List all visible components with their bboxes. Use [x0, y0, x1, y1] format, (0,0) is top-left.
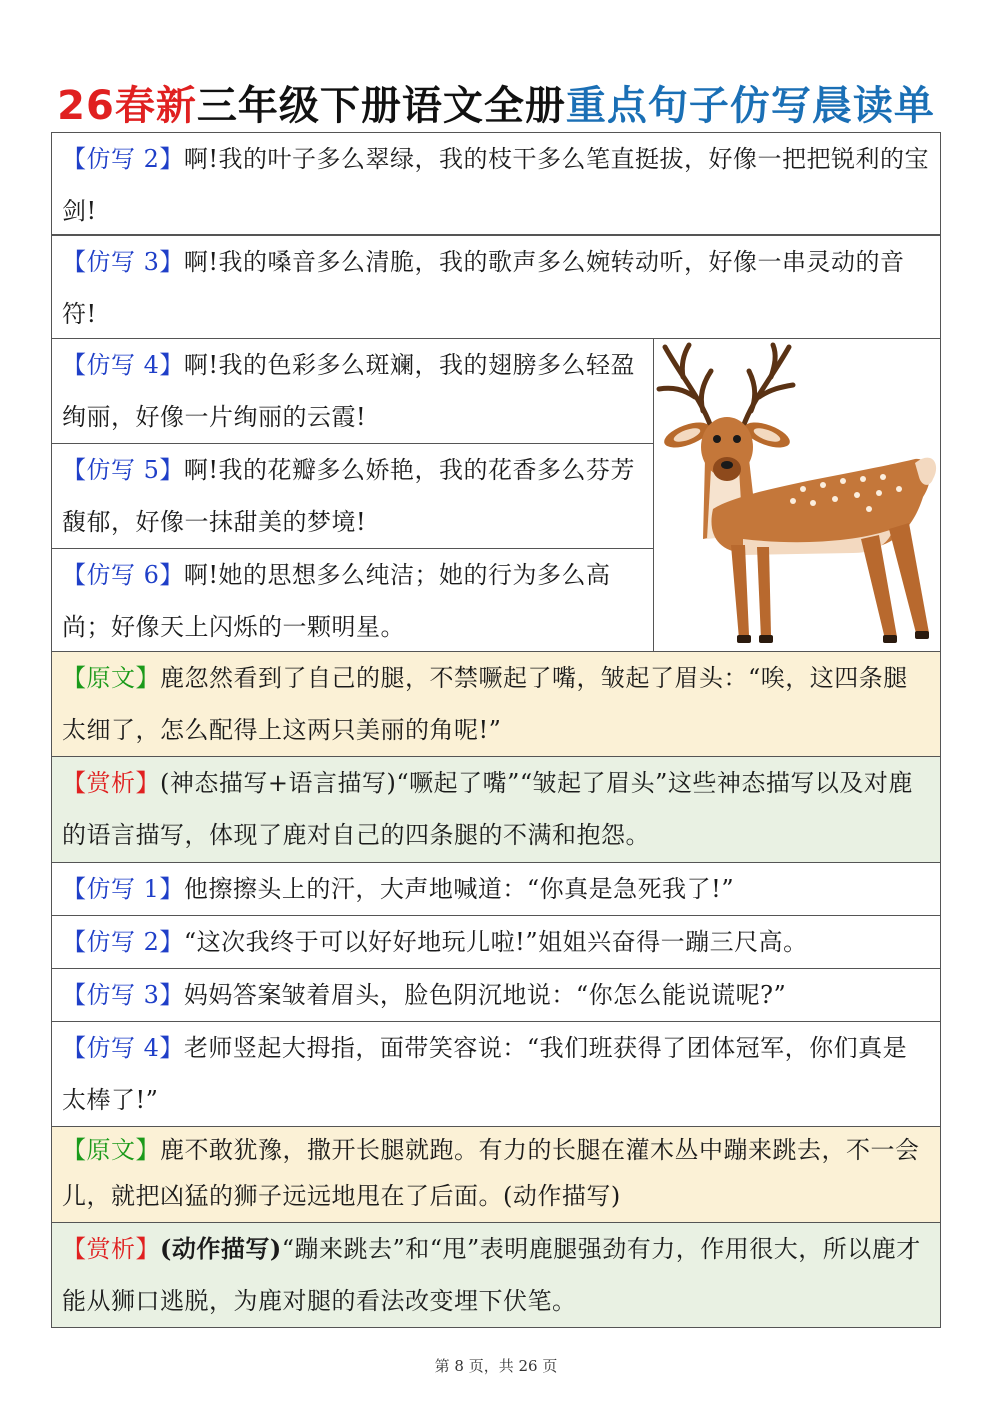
practice-row [51, 443, 654, 549]
row-tag: 【赏析】 [62, 769, 160, 797]
practice-row [51, 548, 654, 652]
row-tag: 【仿写 2】 [62, 145, 184, 173]
row-tag: 【赏析】 [62, 1235, 160, 1263]
row-text: 老师竖起大拇指，面带笑容说：“我们班获得了团体冠军，你们真是太棒了!” [62, 1034, 908, 1114]
deer-illustration [653, 338, 941, 652]
row-text: 啊!我的花瓣多么娇艳，我的花香多么芬芳馥郁，好像一抹甜美的梦境! [62, 456, 636, 536]
original-text-row [51, 1126, 941, 1223]
row-text: 啊!我的叶子多么翠绿，我的枝干多么笔直挺拔，好像一把把锐利的宝剑! [62, 145, 930, 225]
row-tag: 【仿写 4】 [62, 351, 184, 379]
row-tag: 【原文】 [62, 664, 160, 692]
row-text: 鹿不敢犹豫，撒开长腿就跑。有力的长腿在灌木丛中蹦来跳去，不一会儿，就把凶猛的狮子远远地甩在了后面。(动作描写) [62, 1136, 920, 1210]
row-tag: 【原文】 [62, 1136, 160, 1164]
practice-row [51, 132, 941, 235]
title-part-3: 重点句子仿写晨读单 [565, 83, 935, 129]
row-tag: 【仿写 3】 [62, 248, 184, 276]
page-title [0, 78, 992, 134]
row-text: 妈妈答案皱着眉头，脸色阴沉地说：“你怎么能说谎呢?” [183, 981, 787, 1009]
row-tag: 【仿写 4】 [62, 1034, 184, 1062]
original-text-row [51, 651, 941, 757]
row-tag: 【仿写 2】 [62, 928, 184, 956]
row-text: 啊!她的思想多么纯洁；她的行为多么高尚；好像天上闪烁的一颗明星。 [62, 561, 611, 641]
row-text: 他擦擦头上的汗，大声地喊道：“你真是急死我了!” [183, 875, 735, 903]
practice-row [51, 915, 941, 969]
row-text: 鹿忽然看到了自己的腿，不禁噘起了嘴，皱起了眉头：“唉，这四条腿太细了，怎么配得上这两只美丽的角呢!” [62, 664, 908, 744]
row-tag: 【仿写 3】 [62, 981, 184, 1009]
row-text: “蹦来跳去”和“甩”表明鹿腿强劲有力，作用很大，所以鹿才能从狮口逃脱，为鹿对腿的看法改变埋下伏笔。 [62, 1235, 921, 1315]
deer-icon [653, 339, 939, 651]
practice-row [51, 862, 941, 916]
row-tag: 【仿写 1】 [62, 875, 184, 903]
row-tag: 【仿写 6】 [62, 561, 184, 589]
row-prefix: (动作描写) [160, 1234, 282, 1263]
practice-row [51, 968, 941, 1022]
practice-row [51, 1021, 941, 1127]
row-tag: 【仿写 5】 [62, 456, 184, 484]
practice-row [51, 235, 941, 339]
row-text: 啊!我的色彩多么斑斓，我的翅膀多么轻盈绚丽，好像一片绚丽的云霞! [62, 351, 636, 431]
row-text: 啊!我的嗓音多么清脆，我的歌声多么婉转动听，好像一串灵动的音符! [62, 248, 905, 328]
row-text: (神态描写+语言描写)“噘起了嘴”“皱起了眉头”这些神态描写以及对鹿的语言描写，体现了鹿对自己的四条腿的不满和抱怨。 [62, 769, 913, 849]
title-part-2: 三年级下册语文全册 [196, 83, 566, 129]
analysis-row [51, 756, 941, 863]
analysis-row [51, 1222, 941, 1328]
title-part-1: 26春新 [57, 83, 197, 129]
practice-row [51, 338, 654, 444]
row-text: “这次我终于可以好好地玩儿啦!”姐姐兴奋得一蹦三尺高。 [183, 928, 808, 956]
page-footer: 第 8 页，共 26 页 [434, 1357, 558, 1375]
